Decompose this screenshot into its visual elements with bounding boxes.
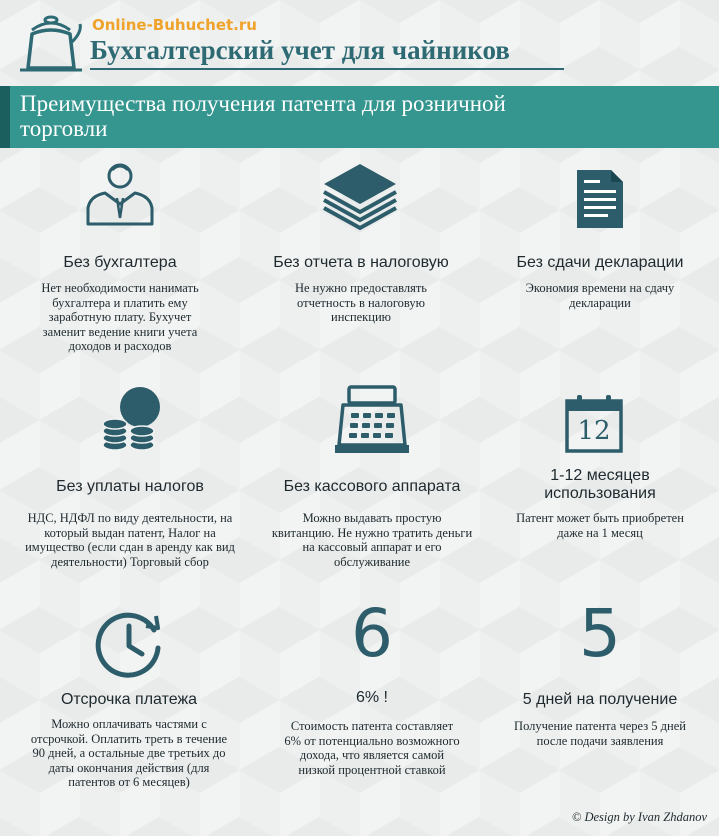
calendar-icon xyxy=(563,393,625,455)
feature-desc: Не нужно предоставлять отчетность в налоговую инспекцию xyxy=(294,281,428,324)
feature-months xyxy=(494,385,706,600)
feature-no-tax-report xyxy=(250,160,472,370)
feature-desc: Патент может быть приобретен даже на 1 месяц xyxy=(516,511,684,540)
feature-no-cash-register xyxy=(260,385,484,600)
feature-title: Без кассового аппарата xyxy=(283,478,461,495)
feature-desc: Можно выдавать простую квитанцию. Не нужно тратить деньги на кассовый аппарат и его обслуживание xyxy=(271,511,473,569)
feature-title: Отсрочка платежа xyxy=(60,691,198,708)
feature-six-percent xyxy=(260,595,484,805)
header-divider xyxy=(90,68,564,70)
feature-title: 5 дней на получение xyxy=(522,691,678,708)
big-number-six: 6 xyxy=(351,595,393,672)
stack-icon xyxy=(322,162,398,234)
page-title: Преимущества получения патента для розничной торговли xyxy=(20,91,506,141)
site-url[interactable]: Online-Buhuchet.ru xyxy=(92,16,257,34)
feature-title: Без сдачи декларации xyxy=(516,254,684,271)
feature-title: 1-12 месяцев использования xyxy=(544,467,656,502)
feature-no-accountant xyxy=(10,160,230,370)
design-credit: © Design by Ivan Zhdanov xyxy=(571,810,707,824)
document-icon xyxy=(575,168,625,230)
cash-register-icon xyxy=(333,385,411,455)
header xyxy=(0,0,719,80)
feature-no-taxes xyxy=(10,385,250,600)
feature-desc: Можно оплачивать частями с отсрочкой. Оплатить треть в течение 90 дней, а остальные две третьих до даты окончания действия (для патентов от 6 месяцев) xyxy=(30,717,228,789)
site-title: Бухгалтерский учет для чайников xyxy=(90,35,510,65)
feature-title: 6% ! xyxy=(355,689,388,706)
feature-five-days xyxy=(494,595,706,805)
feature-title: Без бухгалтера xyxy=(63,254,177,271)
calendar-number: 12 xyxy=(577,416,611,446)
coins-icon xyxy=(100,385,164,453)
big-number-five: 5 xyxy=(579,595,621,672)
feature-no-declaration xyxy=(494,160,706,370)
kettle-icon xyxy=(18,12,84,72)
banner-accent xyxy=(0,86,10,148)
feature-desc: НДС, НДФЛ по виду деятельности, на который выдан патент, Налог на имущество (если сдан в аренду как вид деятельности) Торговый сбор xyxy=(25,511,235,569)
accountant-icon xyxy=(85,160,155,226)
title-banner xyxy=(0,86,719,148)
feature-deferred-payment xyxy=(10,610,248,810)
feature-desc: Экономия времени на сдачу декларации xyxy=(525,281,675,310)
feature-desc: Стоимость патента составляет 6% от потенциально возможного дохода, что является самой низкой процентной ставкой xyxy=(284,719,460,777)
clock-icon xyxy=(94,610,164,680)
feature-desc: Получение патента через 5 дней после подачи заявления xyxy=(514,719,686,748)
feature-title: Без уплаты налогов xyxy=(56,478,204,495)
feature-title: Без отчета в налоговую xyxy=(273,254,449,271)
feature-desc: Нет необходимости нанимать бухгалтера и платить ему заработную плату. Бухучет заменит ведение книги учета доходов и расходов xyxy=(41,281,199,353)
